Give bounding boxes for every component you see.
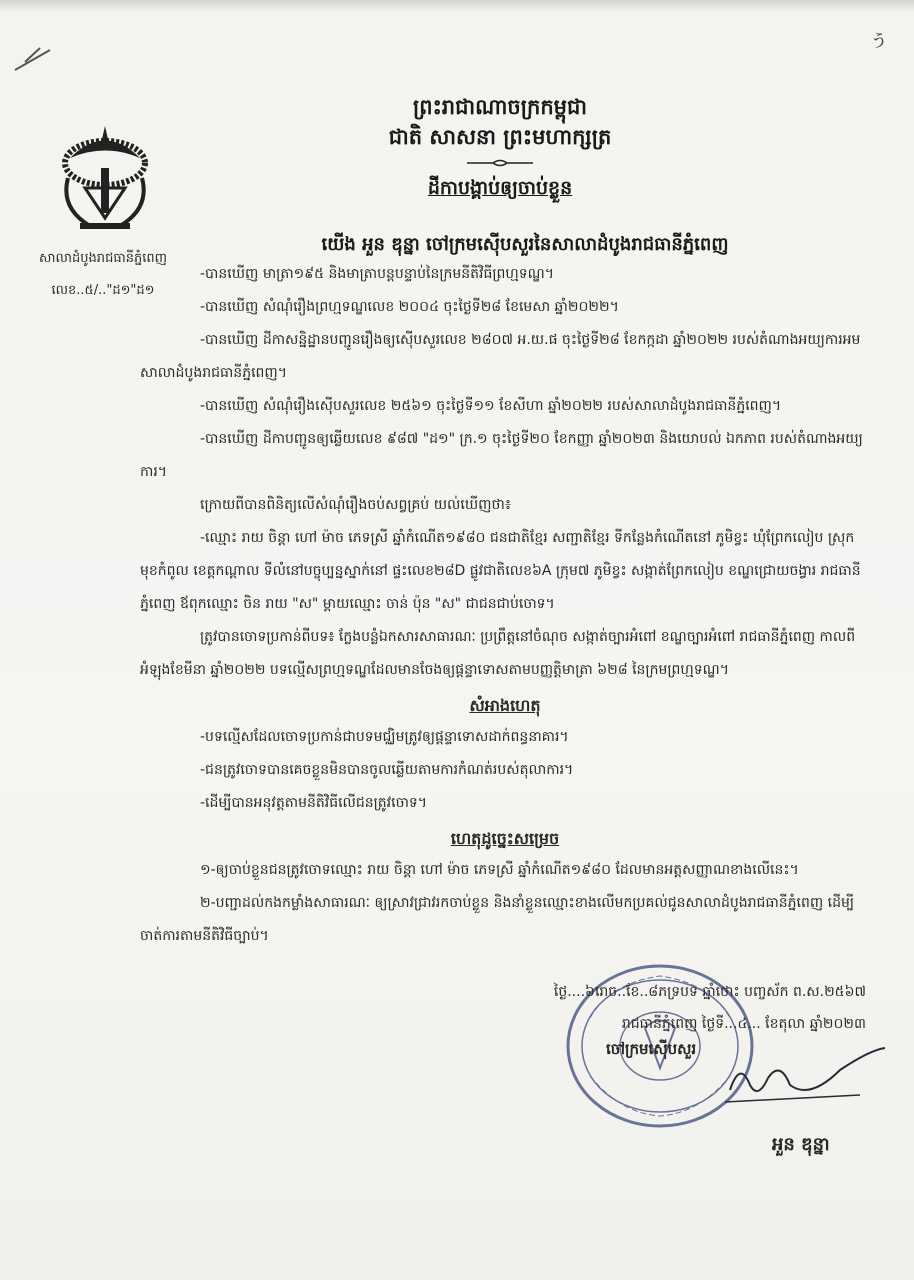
paragraph-1: -បានឃើញ មាត្រា១៩៥ និងមាត្រាបន្តបន្ទាប់នៃក្រមនីតិវិធីព្រហ្មទណ្ឌ។ [200,266,554,282]
document-body [140,258,870,953]
decision-2: ២-បញ្ជាដល់កងកម្លាំងសាធារណៈ ឲ្យស្រាវជ្រាវរកចាប់ខ្លួន និងនាំខ្លួនឈ្មោះខាងលើមកប្រគល់ជូនសាលាដំបូងរាជធានីភ្នំពេញ ដើម្បីចាត់ការតាមនីតិវិធីច្បាប់។ [140,895,855,944]
handwritten-signature [720,1040,890,1110]
decision-heading: ហេតុដូច្នេះសម្រេច [450,829,560,848]
corner-mark: ぅ [867,27,890,52]
paragraph-3: -បានឃើញ ដីកាសន្និដ្ឋានបញ្ជូនរឿងឲ្យស៊ើបសួរលេខ ២៨០៧ អ.យ.ផ ចុះថ្ងៃទី២៨ ខែកក្កដា ឆ្នាំ២០២២ របស់តំណាងអយ្យការអមសាលាដំបូងរាជធានីភ្នំពេញ។ [140,332,861,381]
issuing-judge: យើង អួន ឌុន្នា ចៅក្រមស៊ើបសួរនៃសាលាដំបូងរាជធានីភ្នំពេញ [321,234,729,255]
reference-number: លេខ..៥/.."ដ១"ដ១ [51,283,155,298]
scan-shadow [0,0,914,12]
national-motto: ជាតិ សាសនា ព្រះមហាក្សត្រ [388,125,612,149]
paragraph-8: ត្រូវបានចោទប្រកាន់ពីបទ៖ ក្លែងបន្លំឯកសារសាធារណៈ ប្រព្រឹត្តនៅចំណុច សង្កាត់ច្បារអំពៅ ខណ្ឌច្បារអំពៅ រាជធានីភ្នំពេញ កាលពីអំឡុងខែមីនា ឆ្នាំ២០២២ បទល្មើសព្រហ្មទណ្ឌដែលមានចែងឲ្យផ្តន្ទាទោសតាមបញ្ញត្តិមាត្រា ៦២៨ នៃក្រមព្រហ្មទណ្ឌ។ [140,629,856,678]
paragraph-4: -បានឃើញ សំណុំរឿងស៊ើបសួរលេខ ២៥៦១ ចុះថ្ងៃទី១១ ខែសីហា ឆ្នាំ២០២២ របស់សាលាដំបូងរាជធានីភ្នំពេញ។ [200,398,782,414]
signatory-title: ចៅក្រមស៊ើបសួរ [606,1040,697,1058]
date-block [554,976,866,1040]
reason-3: -ដើម្បីបានអនុវត្តតាមនីតិវិធីលើជនត្រូវចោទ។ [200,795,428,811]
signer-name: អួន ឌុន្នា [772,1134,830,1155]
court-name: សាលាដំបូងរាជធានីភ្នំពេញ [39,251,167,266]
document-title: ដីកាបង្គាប់ឲ្យចាប់ខ្លួន [427,177,573,199]
kingdom-title: ព្រះរាជាណាចក្រកម្ពុជា [412,95,587,119]
paragraph-5: -បានឃើញ ដីកាបញ្ជូនឲ្យឆ្លើយលេខ ៩៨៧ "ដ១" ក្រ.១ ចុះថ្ងៃទី២០ ខែកញ្ញា ឆ្នាំ២០២៣ និងយោបល់ ឯកភាព របស់តំណាងអយ្យការ។ [140,431,863,480]
lunar-date: ថ្ងៃ....៦រោច..ខែ..៨ភទ្របទ ឆ្នាំថោះ បញ្ចស័ក ព.ស.២៥៦៧ [553,984,866,1000]
paragraph-6: ក្រោយពីបានពិនិត្យលើសំណុំរឿងចប់សព្វគ្រប់ យល់ឃើញថា៖ [200,497,511,513]
ornament-divider-icon [465,158,535,168]
solar-date: រាជធានីភ្នំពេញ ថ្ងៃទី...៤... ខែតុលា ឆ្នាំ២០២៣ [621,1016,866,1032]
paragraph-7: -ឈ្មោះ រាយ ចិន្តា ហៅ ម៉ាច ភេទស្រី ឆ្នាំកំណើត១៩៨០ ជនជាតិខ្មែរ សញ្ជាតិខ្មែរ ទីកន្លែងកំណើតនៅ ភូមិខ្វះ ឃុំព្រែកលៀប ស្រុកមុខកំពូល ខេត្តកណ្តាល ទីលំនៅបច្ចុប្បន្នស្នាក់នៅ ផ្ទះលេខ២៨D ផ្លូវជាតិលេខ៦A ក្រុម៧ ភូមិខ្វះ សង្កាត់ព្រែកលៀប ខណ្ឌជ្រោយចង្វារ រាជធានីភ្នំពេញ ឪពុកឈ្មោះ ចិន រាយ "ស" ម្តាយឈ្មោះ ចាន់ ប៉ុន "ស" ជាជនជាប់ចោទ។ [140,530,861,612]
decision-1: ១-ឲ្យចាប់ខ្លួនជនត្រូវចោទឈ្មោះ រាយ ចិន្តា ហៅ ម៉ាច ភេទស្រី ឆ្នាំកំណើត១៩៨០ ដែលមានអត្តសញ្ញាណខាងលើនេះ។ [200,862,799,878]
paragraph-2: -បានឃើញ សំណុំរឿងព្រហ្មទណ្ឌលេខ ២០០៤ ចុះថ្ងៃទី២៨ ខែមេសា ឆ្នាំ២០២២។ [200,299,619,315]
pen-scribble [10,40,70,80]
reasons-heading: សំអាងហេតុ [469,696,541,715]
document-header [340,92,660,204]
court-emblem-icon [50,118,160,238]
reason-2: -ជនត្រូវចោទបានគេចខ្លួនមិនបានចូលឆ្លើយតាមការកំណត់របស់តុលាការ។ [200,762,574,778]
reason-1: -បទល្មើសដែលចោទប្រកាន់ជាបទមជ្ឈិមត្រូវឲ្យផ្តន្ទាទោសដាក់ពន្ធនាគារ។ [200,729,569,745]
